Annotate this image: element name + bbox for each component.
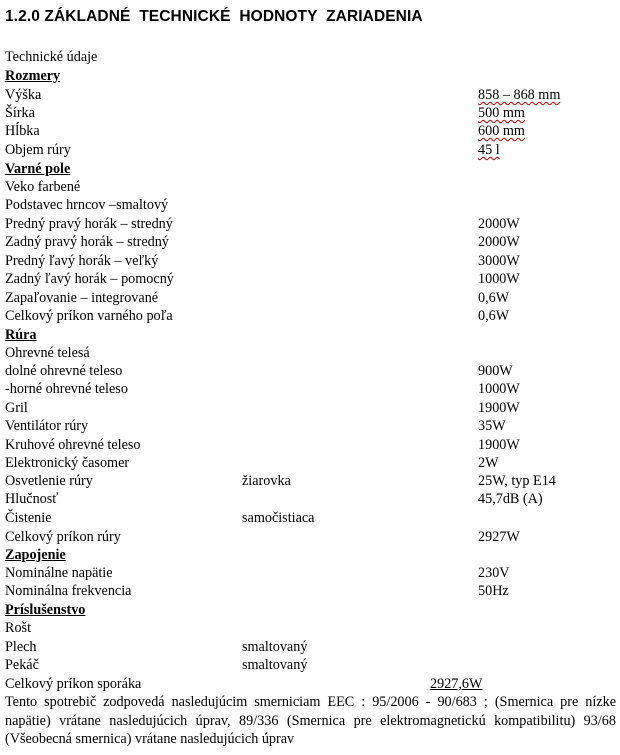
spec-label: Celkový príkon rúry [5, 529, 121, 545]
spec-row [0, 619, 620, 638]
spec-label: Osvetlenie rúry [5, 473, 93, 489]
spec-value: 1900W [478, 437, 520, 453]
spec-value: 50Hz [478, 583, 509, 599]
section-heading-row [0, 326, 620, 345]
spec-row [0, 380, 620, 399]
section-heading-prislusenstvo: Príslušenstvo [5, 602, 86, 618]
spec-row [0, 344, 620, 363]
spec-value: 230V [478, 565, 510, 581]
spec-label: Kruhové ohrevné teleso [5, 437, 141, 453]
total-value: 2927,6W [430, 676, 483, 692]
spec-row [0, 178, 620, 197]
spec-value: 3000W [478, 253, 520, 269]
spec-label: Šírka [5, 105, 35, 121]
spec-row [0, 509, 620, 528]
spec-label: dolné ohrevné teleso [5, 363, 123, 379]
total-label: Celkový príkon sporáka [5, 676, 142, 692]
spec-label: Plech [5, 639, 37, 655]
spec-row [0, 582, 620, 601]
spec-value: 1000W [478, 381, 520, 397]
spec-label: Ohrevné telesá [5, 345, 90, 361]
spec-value: 25W, typ E14 [478, 473, 556, 489]
spec-value: 1900W [478, 400, 520, 416]
total-row [0, 675, 620, 694]
spec-value: 45,7dB (A) [478, 491, 543, 507]
spec-label: Zadný ľavý horák – pomocný [5, 271, 174, 287]
spec-label: Čistenie [5, 510, 52, 526]
spec-label: Nominálna frekvencia [5, 583, 132, 599]
section-heading-rozmery: Rozmery [5, 68, 61, 84]
spec-row [0, 289, 620, 308]
spec-label: Rošt [5, 620, 32, 636]
spec-label: Výška [5, 87, 42, 103]
spec-row [0, 399, 620, 418]
spec-row [0, 454, 620, 473]
section-heading-varne-pole: Varné pole [5, 161, 71, 177]
spec-row [0, 638, 620, 657]
spec-label: Ventilátor rúry [5, 418, 89, 434]
spec-label: Predný ľavý horák – veľký [5, 253, 159, 269]
spec-row [0, 472, 620, 491]
spec-label: Veko farbené [5, 179, 81, 195]
spec-row [0, 307, 620, 326]
section-heading-row [0, 546, 620, 565]
spec-row [0, 270, 620, 289]
spec-label: Celkový príkon varného poľa [5, 308, 173, 324]
spec-value: 1000W [478, 271, 520, 287]
section-heading-rura: Rúra [5, 327, 37, 343]
spec-row [0, 233, 620, 252]
spec-row [0, 528, 620, 547]
spec-extra: smaltovaný [242, 657, 308, 673]
section-heading-row [0, 601, 620, 620]
spec-extra: žiarovka [242, 473, 291, 489]
spec-label: Nominálne napätie [5, 565, 113, 581]
spec-label: Predný pravý horák – stredný [5, 216, 173, 232]
spec-value: 2000W [478, 234, 520, 250]
spec-value: 45 l [478, 142, 500, 158]
spec-row [0, 215, 620, 234]
spec-value: 900W [478, 363, 513, 379]
intro-text: Technické údaje [5, 49, 98, 65]
spec-label: Pekáč [5, 657, 39, 673]
spec-value: 0,6W [478, 308, 510, 324]
spec-value: 35W [478, 418, 506, 434]
spec-label: Gril [5, 400, 28, 416]
spec-row [0, 104, 620, 123]
section-heading-row [0, 160, 620, 179]
spec-row [0, 252, 620, 271]
spec-value: 0,6W [478, 290, 510, 306]
spec-value: 2927W [478, 529, 520, 545]
spec-row [0, 122, 620, 141]
spec-label: Elektronický časomer [5, 455, 130, 471]
spec-label: Objem rúry [5, 142, 71, 158]
document-heading: 1.2.0 ZÁKLADNÉ TECHNICKÉ HODNOTY ZARIADENIA [5, 8, 423, 25]
spec-value: 2W [478, 455, 499, 471]
spec-value: 600 mm [478, 123, 525, 139]
spec-row [0, 490, 620, 509]
spec-row [0, 656, 620, 675]
spec-row [0, 417, 620, 436]
spec-extra: samočistiaca [242, 510, 315, 526]
spec-label: -horné ohrevné teleso [5, 381, 128, 397]
spec-extra: smaltovaný [242, 639, 308, 655]
spec-value: 2000W [478, 216, 520, 232]
section-heading-zapojenie: Zapojenie [5, 547, 66, 563]
spec-label: Zapaľovanie – integrované [5, 290, 159, 306]
spec-row [0, 362, 620, 381]
spec-value: 500 mm [478, 105, 525, 121]
intro-row [0, 48, 620, 67]
spec-label: Hĺbka [5, 123, 40, 139]
spec-row [0, 436, 620, 455]
spec-row [0, 86, 620, 105]
spec-row [0, 141, 620, 160]
spec-row [0, 196, 620, 215]
spec-label: Podstavec hrncov –smaltový [5, 197, 169, 213]
section-heading-row [0, 67, 620, 86]
compliance-paragraph: Tento spotrebič zodpovedá nasledujúcim smerniciam EEC : 95/2006 - 90/683 ; (Smernica pre nízke napätie) vrátane nasledujúcich úprav, 89/336 (Smernica pre elektromagnetickú kompatibilitu) 93/68 (Všeobecná smernica) vrátane nasledujúcich úprav [5, 694, 616, 747]
spec-value: 858 – 868 mm [478, 87, 561, 103]
spec-label: Zadný pravý horák – stredný [5, 234, 169, 250]
spec-row [0, 564, 620, 583]
spec-label: Hlučnosť [5, 491, 59, 507]
